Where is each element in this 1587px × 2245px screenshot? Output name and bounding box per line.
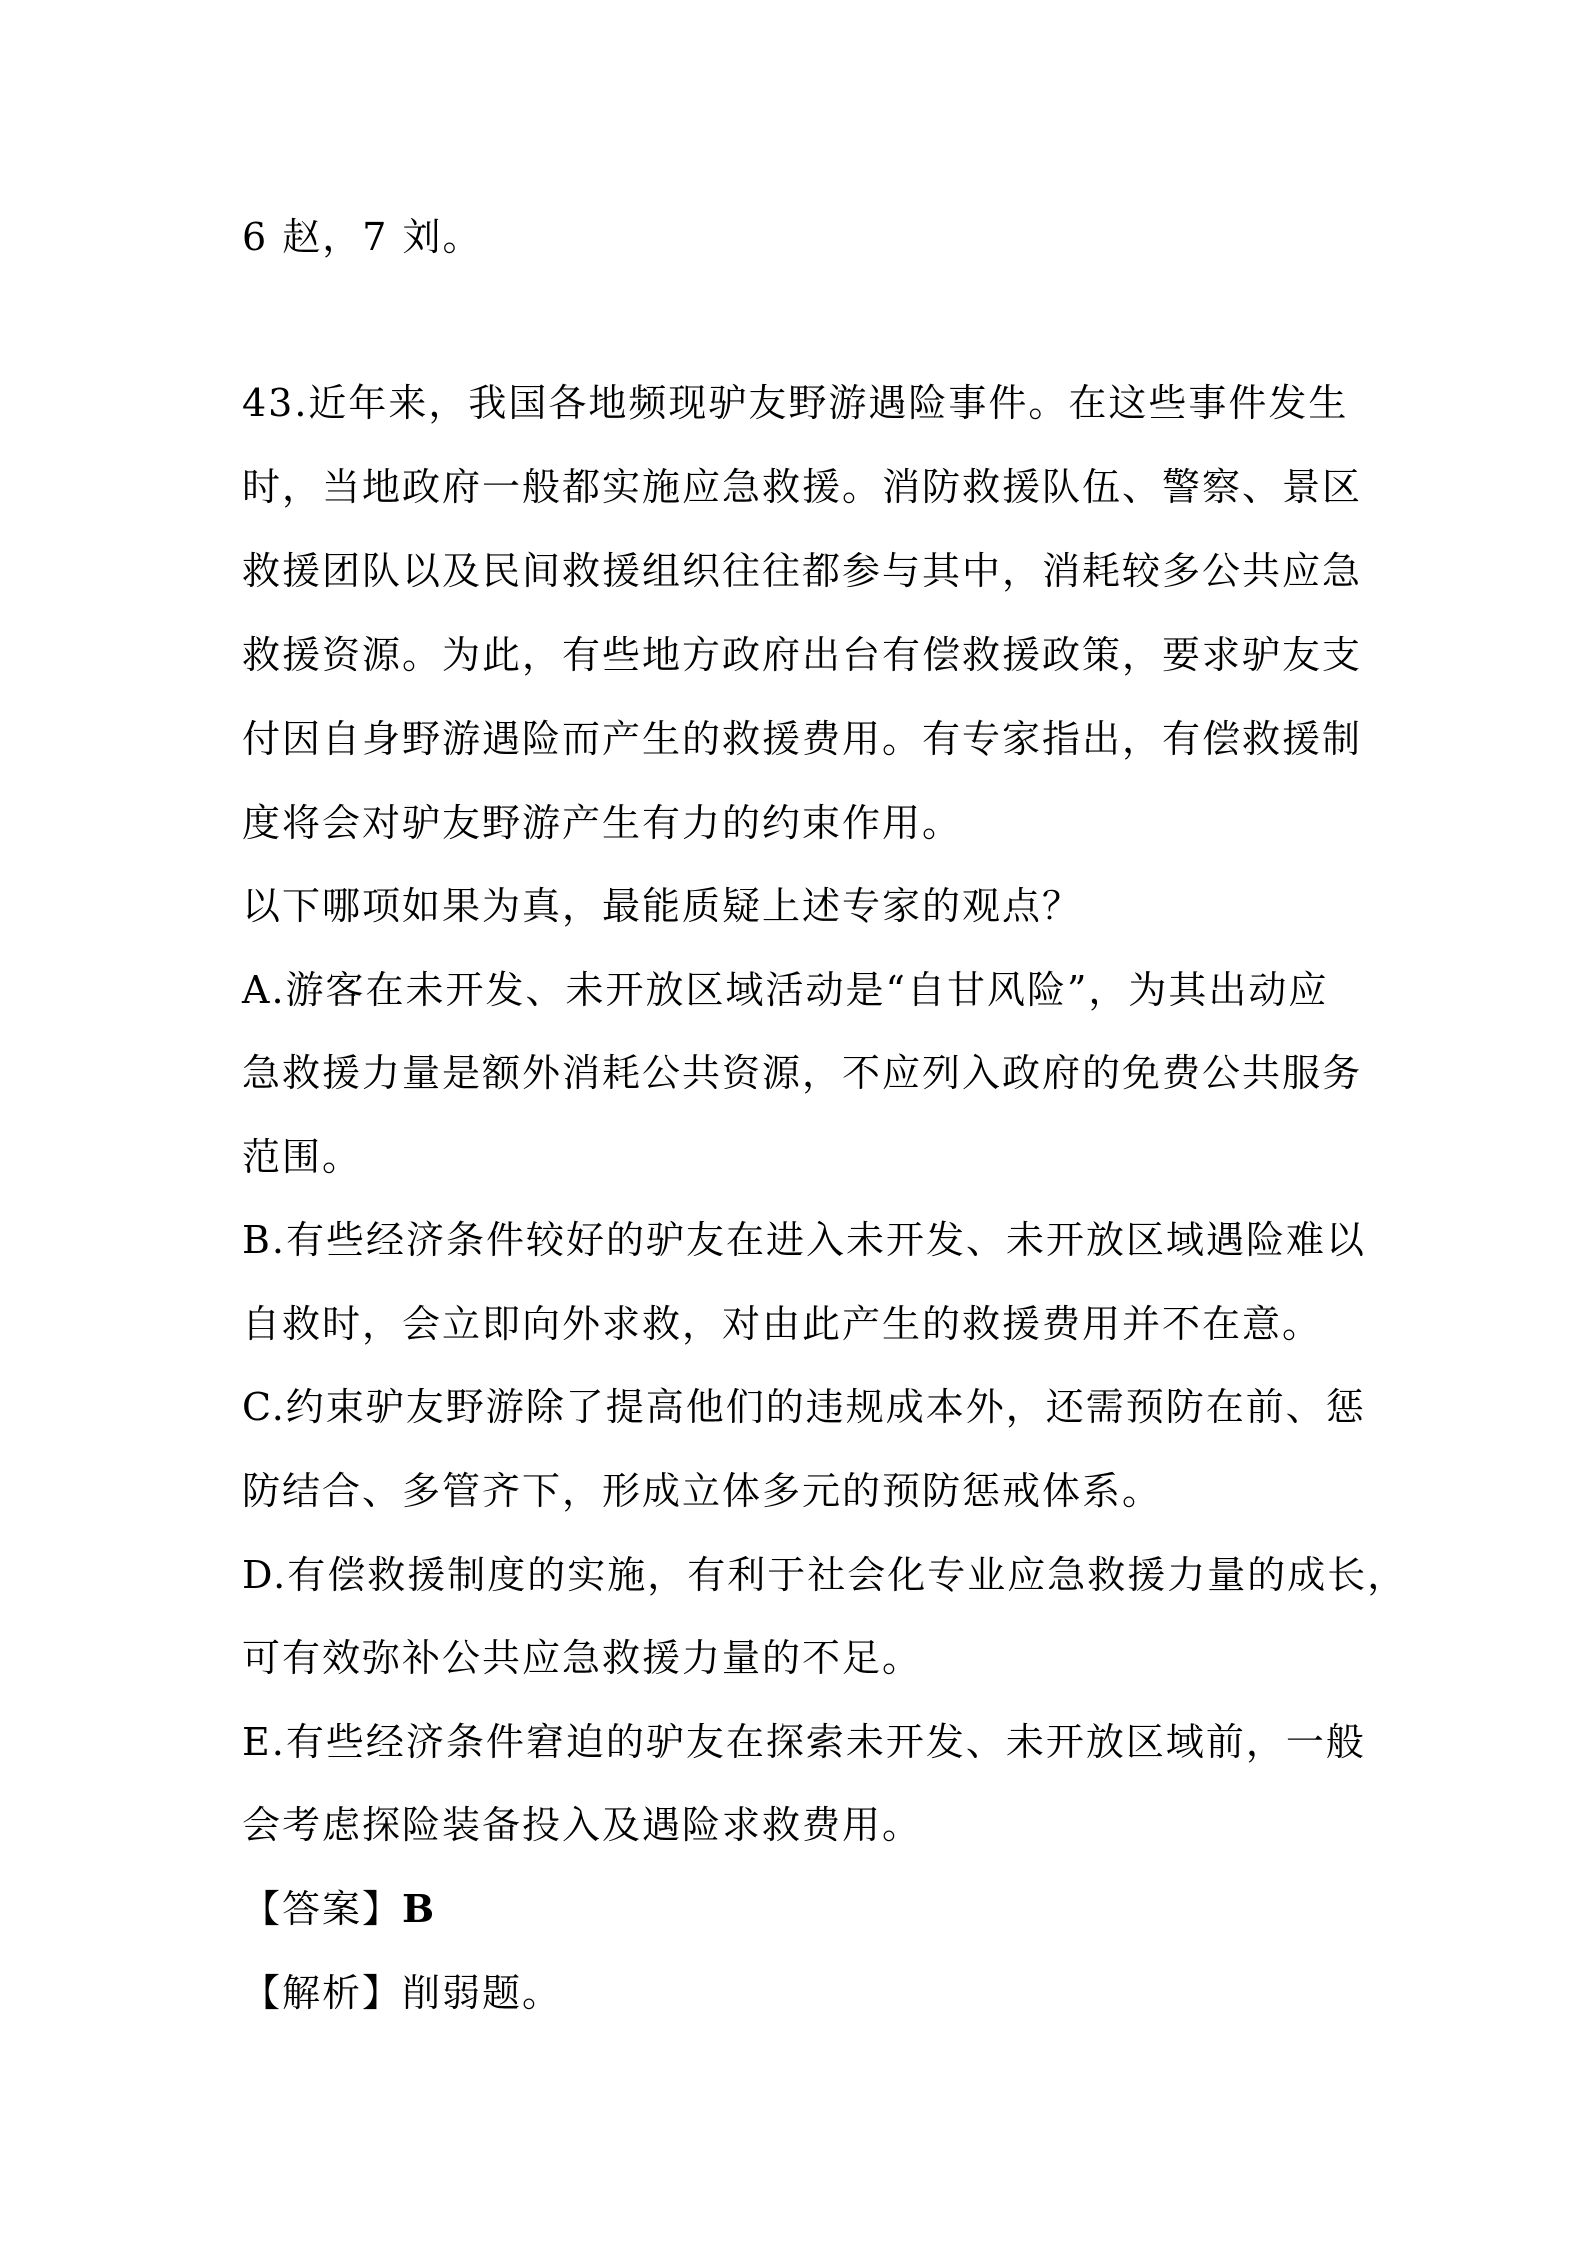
answer-line bbox=[242, 1885, 436, 1933]
option-a-line-2: 急救援力量是额外消耗公共资源，不应列入政府的免费公共服务 bbox=[242, 1051, 1363, 1095]
option-d-line-1: D.有偿救援制度的实施，有利于社会化专业应急救援力量的成长， bbox=[242, 1553, 1408, 1597]
question-prompt: 以下哪项如果为真，最能质疑上述专家的观点？ bbox=[242, 884, 1083, 928]
analysis-label: 【解析】 bbox=[242, 1971, 403, 2015]
stem-line-2: 时，当地政府一般都实施应急救援。消防救援队伍、警察、景区 bbox=[242, 465, 1363, 509]
option-a-line-3: 范围。 bbox=[242, 1135, 363, 1179]
stem-line-6: 度将会对驴友野游产生有力的约束作用。 bbox=[242, 801, 963, 845]
stem-line-4: 救援资源。为此，有些地方政府出台有偿救援政策，要求驴友支 bbox=[242, 633, 1363, 677]
option-b-line-2: 自救时，会立即向外求救，对由此产生的救援费用并不在意。 bbox=[242, 1302, 1323, 1346]
option-c-line-1: C.约束驴友野游除了提高他们的违规成本外，还需预防在前、惩 bbox=[242, 1385, 1366, 1429]
answer-label: 【答案】 bbox=[242, 1887, 403, 1931]
analysis-line bbox=[242, 1969, 562, 2017]
analysis-value: 削弱题。 bbox=[402, 1971, 563, 2015]
answer-value: B bbox=[402, 1886, 437, 1931]
option-a-line-1: A.游客在未开发、未开放区域活动是“自甘风险”，为其出动应 bbox=[242, 968, 1329, 1012]
stem-line-1: 43.近年来，我国各地频现驴友野游遇险事件。在这些事件发生 bbox=[242, 381, 1349, 425]
stem-line-5: 付因自身野游遇险而产生的救援费用。有专家指出，有偿救援制 bbox=[242, 717, 1363, 761]
option-d-line-2: 可有效弥补公共应急救援力量的不足。 bbox=[242, 1636, 923, 1680]
stem-line-3: 救援团队以及民间救援组织往往都参与其中，消耗较多公共应急 bbox=[242, 549, 1363, 593]
option-e-line-2: 会考虑探险装备投入及遇险求救费用。 bbox=[242, 1803, 923, 1847]
option-b-line-1: B.有些经济条件较好的驴友在进入未开发、未开放区域遇险难以 bbox=[242, 1218, 1367, 1262]
prev-question-tail: 6 赵，7 刘。 bbox=[242, 215, 483, 259]
option-e-line-1: E.有些经济条件窘迫的驴友在探索未开发、未开放区域前，一般 bbox=[242, 1720, 1366, 1764]
option-c-line-2: 防结合、多管齐下，形成立体多元的预防惩戒体系。 bbox=[242, 1469, 1163, 1513]
